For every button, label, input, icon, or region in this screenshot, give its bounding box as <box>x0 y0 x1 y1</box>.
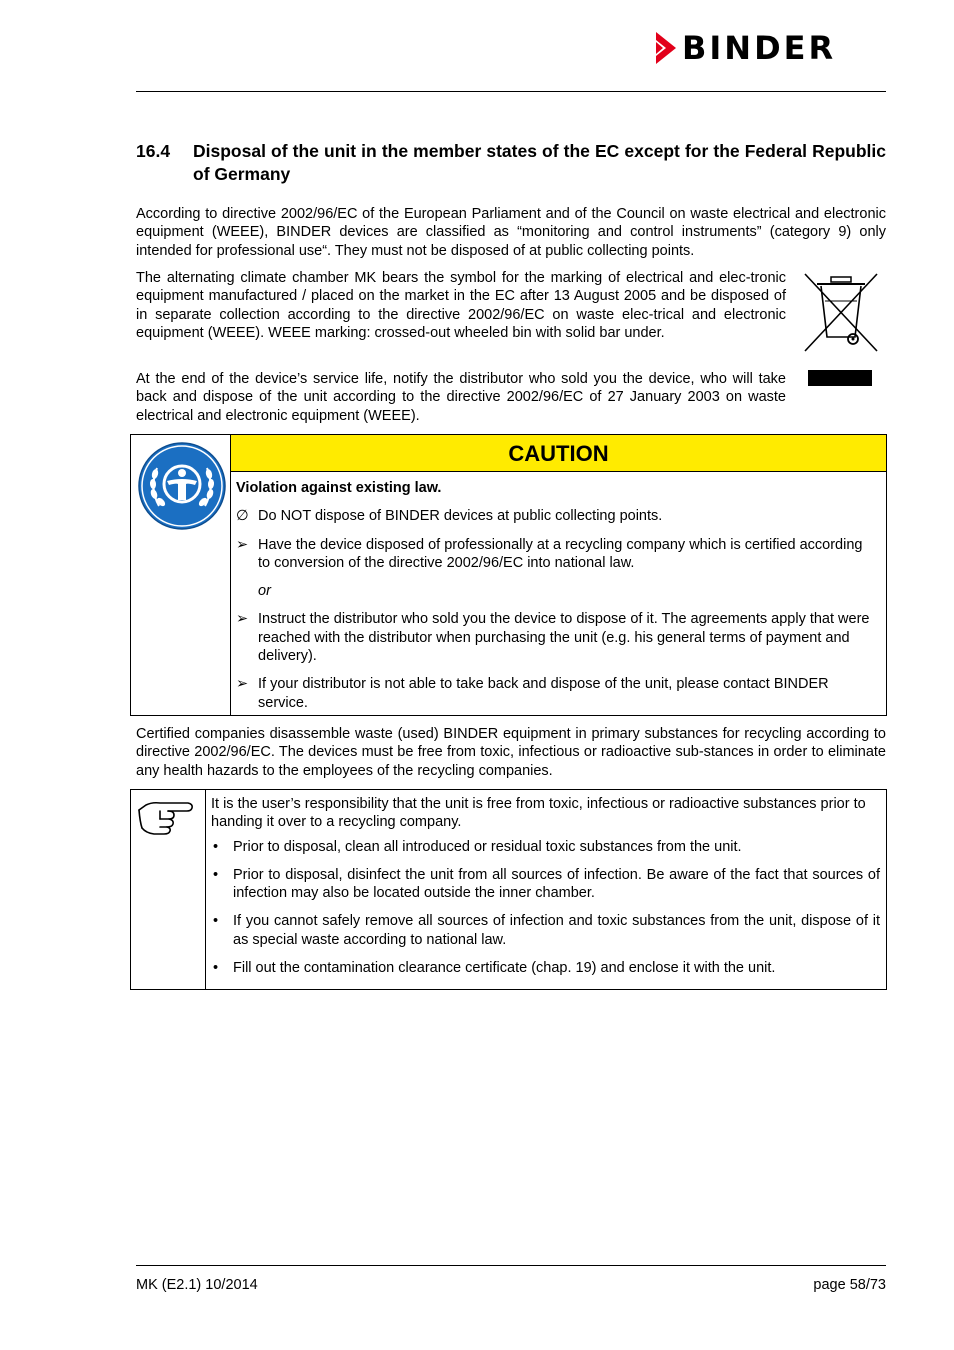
note-bullet-text: If you cannot safely remove all sources of infection and toxic substances from the unit, dispose of it as special waste according to national law. <box>233 913 880 948</box>
note-bullet-text: Prior to disposal, disinfect the unit from all sources of infection. Be aware of the fact that sources of infection may also be located outside the inner chamber. <box>233 866 880 902</box>
note-bullet <box>211 912 880 949</box>
caution-item-text: or <box>258 583 271 600</box>
caution-heading: Violation against existing law. <box>236 480 442 496</box>
note-icon-cell <box>131 790 206 989</box>
prohibition-symbol: ∅ <box>236 508 249 525</box>
crossed-out-wheeled-bin-icon <box>803 271 879 357</box>
caution-item <box>236 610 878 665</box>
binder-logo <box>654 28 888 68</box>
weee-solid-bar <box>808 370 872 386</box>
caution-item-text: Instruct the distributor who sold you the device to dispose of it. The agreements apply that were reached with the distributor when purchasing the unit (e.g. his general terms of payment and delivery). <box>258 611 870 665</box>
bullet-dot: • <box>213 866 219 883</box>
footer-document-id: MK (E2.1) 10/2014 <box>136 1277 258 1293</box>
caution-item-text: If your distributor is not able to take back and dispose of the unit, please contact BINDER service. <box>258 676 829 711</box>
section-title: Disposal of the unit in the member states of the EC except for the Federal Republic of Germany <box>193 141 886 184</box>
paragraph-certified-companies: Certified companies disassemble waste (used) BINDER equipment in primary substances for recycling according to directive 2002/96/EC. The devices must be free from toxic, infectious or radioactive sub-stances in order to eliminate any health hazards to the employees of the recycling companies. <box>136 726 886 779</box>
caution-icon-cell <box>131 435 231 715</box>
caution-item <box>236 536 878 573</box>
section-number: 16.4 <box>136 141 171 161</box>
arrow-bullet-icon: ➢ <box>236 676 249 693</box>
arrow-bullet-icon: ➢ <box>236 536 249 553</box>
caution-item <box>236 507 878 525</box>
binder-chevron-icon <box>654 32 678 64</box>
caution-box <box>130 434 887 716</box>
note-content <box>211 795 880 987</box>
environment-protection-icon <box>137 440 227 532</box>
arrow-bullet-icon: ➢ <box>236 611 249 628</box>
caution-item-text: Do NOT dispose of BINDER devices at public collecting points. <box>258 508 663 525</box>
caution-item <box>236 582 878 600</box>
brand-name: BINDER <box>682 29 837 67</box>
note-box <box>130 789 887 990</box>
bullet-dot: • <box>213 913 219 930</box>
note-intro: It is the user’s responsibility that the unit is free from toxic, infectious or radioactive substances prior to handing it over to a recycling company. <box>211 796 866 831</box>
paragraph-weee-marking: The alternating climate chamber MK bears the symbol for the marking of electrical and elec-tronic equipment manufactured / placed on the market in the EC after 13 August 2005 and be disposed of in separate collection according to the directive 2002/96/EC on waste elec-trical and electronic equipment (WEEE). WEEE marking: crossed-out wheeled bin with solid bar under. <box>136 270 786 341</box>
note-bullet-text: Prior to disposal, clean all introduced or residual toxic substances from the unit. <box>233 838 742 855</box>
header-rule <box>136 91 886 92</box>
pointing-hand-icon <box>136 796 196 840</box>
caution-item <box>236 675 878 712</box>
paragraph-service-life: At the end of the device’s service life, notify the distributor who sold you the device, who will take back and dispose of the unit according to the directive 2002/96/EC of 27 January 2003 on waste electrical and electronic equipment (WEEE). <box>136 371 786 424</box>
note-bullet <box>211 838 880 856</box>
caution-content <box>236 479 878 722</box>
footer-page-number: page 58/73 <box>813 1277 886 1293</box>
note-bullet-text: Fill out the contamination clearance certificate (chap. 19) and enclose it with the unit. <box>233 960 776 977</box>
bullet-dot: • <box>213 960 219 977</box>
note-bullet <box>211 959 880 977</box>
bullet-dot: • <box>213 838 219 855</box>
caution-item-text: Have the device disposed of professionally at a recycling company which is certified according to conversion of the directive 2002/96/EC into national law. <box>258 536 863 571</box>
note-bullet <box>211 866 880 903</box>
footer-rule <box>136 1265 886 1266</box>
paragraph-directive: According to directive 2002/96/EC of the European Parliament and of the Council on waste electrical and electronic equipment (WEEE), BINDER devices are classified as “monitoring and control instruments” (category 9) only intended for professional use“. They must not be disposed of at public collecting points. <box>136 206 886 259</box>
caution-label: CAUTION <box>231 435 886 472</box>
